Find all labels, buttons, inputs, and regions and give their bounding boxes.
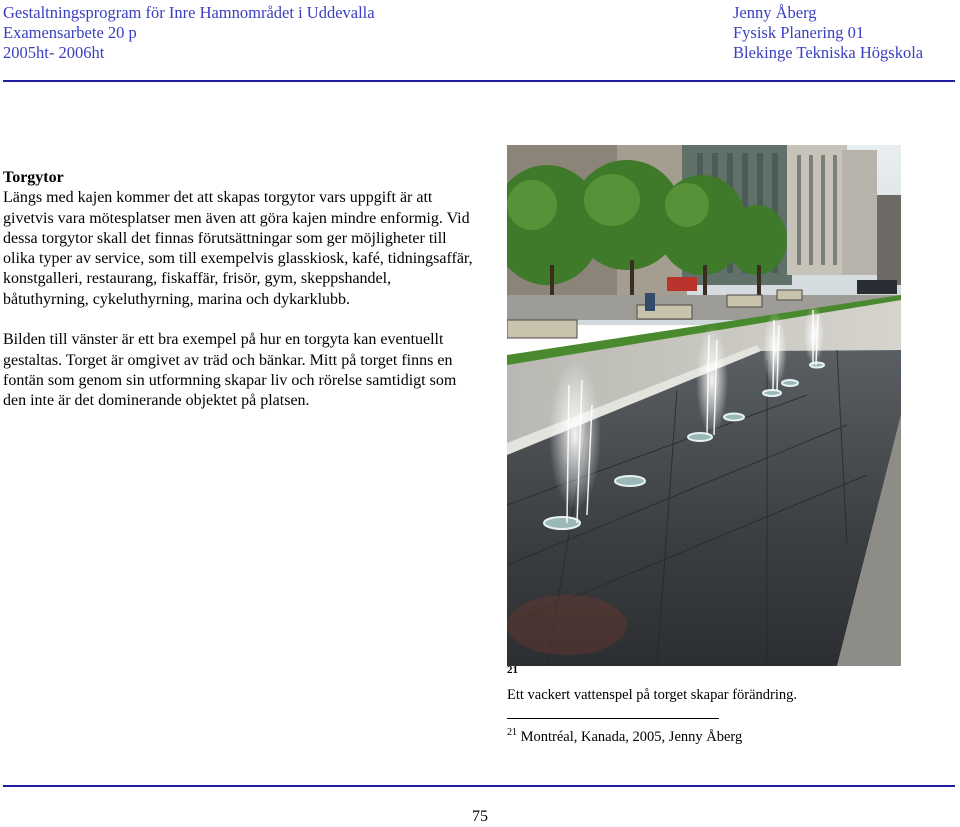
header-author: Jenny Åberg [733, 3, 817, 22]
header-school: Blekinge Tekniska Högskola [733, 43, 924, 62]
header-course: Examensarbete 20 p [3, 23, 137, 42]
page-number: 75 [472, 808, 488, 825]
footnote-number: 21 [507, 727, 517, 738]
section-title: Torgytor [3, 169, 64, 186]
section-body [3, 168, 473, 412]
header-program: Fysisk Planering 01 [733, 23, 865, 42]
footnote-text: Montréal, Kanada, 2005, Jenny Åberg [520, 728, 743, 745]
footnote [507, 727, 742, 746]
header-term: 2005ht- 2006ht [3, 43, 105, 62]
header-document-title: Gestaltningsprogram för Inre Hamnområdet i Uddevalla [3, 3, 375, 22]
figure-caption: Ett vackert vattenspel på torget skapar förändring. [507, 687, 798, 703]
header-rule [3, 80, 955, 82]
header-right [733, 3, 923, 63]
header-left [3, 3, 375, 63]
footnote-separator [507, 718, 719, 719]
fountain-plaza-photo [507, 145, 901, 666]
paragraph-1: Längs med kajen kommer det att skapas torgytor vars uppgift är att givetvis vara mötesplatser men även att göra kajen mindre enformig. Vid dessa torgytor skall det finnas förutsättningar som ger möjligheter till olika typer av service, som till exempelvis glasskiosk, kafé, tidningsaffär, konstgalleri, restaurang, fiskaffär, frisör, gym, skeppshandel, båtuthyrning, cykeluthyrning, marina och dykarklubb. [3, 189, 473, 308]
figure-footnote-ref: 21 [507, 664, 518, 676]
paragraph-2: Bilden till vänster är ett bra exempel på hur en torgyta kan eventuellt gestaltas. Torget är omgivet av träd och bänkar. Mitt på torget finns en fontän som genom sin utformning skapar liv och rörelse samtidigt som den inte är det dominerande objektet på platsen. [3, 331, 457, 410]
footer-rule [3, 785, 955, 787]
